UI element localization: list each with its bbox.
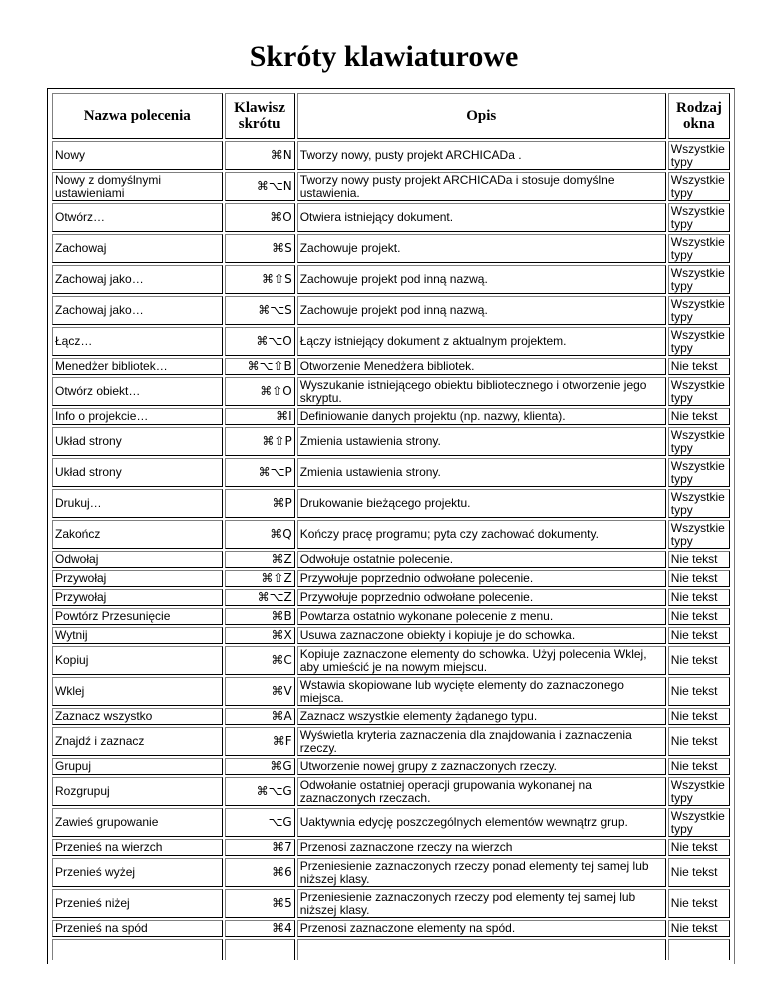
- table-row: [52, 708, 730, 725]
- shortcut-key-cell: ⌘⇧O: [225, 377, 295, 406]
- shortcut-key-cell: ⌘N: [225, 141, 295, 170]
- table-cell: [225, 939, 295, 960]
- table-row: [52, 327, 730, 356]
- table-row: [52, 608, 730, 625]
- description-cell: Zaznacz wszystkie elementy żądanego typu.: [297, 708, 666, 725]
- window-type-cell: Wszystkie typy: [668, 427, 730, 456]
- description-cell: Wyświetla kryteria zaznaczenia dla znajdowania i zaznaczenia rzeczy.: [297, 727, 666, 756]
- window-type-cell: Nie tekst: [668, 758, 730, 775]
- shortcut-key-cell: ⌘X: [225, 627, 295, 644]
- window-type-cell: Nie tekst: [668, 608, 730, 625]
- window-type-cell: Wszystkie typy: [668, 265, 730, 294]
- command-name-cell: Grupuj: [52, 758, 223, 775]
- description-cell: Łączy istniejący dokument z aktualnym projektem.: [297, 327, 666, 356]
- shortcut-key-cell: ⌘⌥⇧B: [225, 358, 295, 375]
- table-row-continuation: [52, 939, 730, 960]
- shortcut-key-cell: ⌘P: [225, 489, 295, 518]
- shortcut-key-cell: ⌘I: [225, 408, 295, 425]
- shortcut-key-cell: ⌘⇧P: [225, 427, 295, 456]
- description-cell: Otwiera istniejący dokument.: [297, 203, 666, 232]
- table-row: [52, 646, 730, 675]
- table-header-row: [52, 93, 730, 139]
- description-cell: Zachowuje projekt pod inną nazwą.: [297, 296, 666, 325]
- command-name-cell: Przenieś niżej: [52, 889, 223, 918]
- table-row: [52, 141, 730, 170]
- command-name-cell: Info o projekcie…: [52, 408, 223, 425]
- window-type-cell: Wszystkie typy: [668, 520, 730, 549]
- shortcut-key-cell: ⌘⌥G: [225, 777, 295, 806]
- table-row: [52, 427, 730, 456]
- shortcut-key-cell: ⌘Z: [225, 551, 295, 568]
- window-type-cell: Wszystkie typy: [668, 141, 730, 170]
- description-cell: Definiowanie danych projektu (np. nazwy, klienta).: [297, 408, 666, 425]
- shortcut-key-cell: ⌘⌥S: [225, 296, 295, 325]
- description-cell: Drukowanie bieżącego projektu.: [297, 489, 666, 518]
- table-row: [52, 627, 730, 644]
- table-row: [52, 234, 730, 263]
- window-type-cell: Nie tekst: [668, 708, 730, 725]
- window-type-cell: Nie tekst: [668, 589, 730, 606]
- shortcut-key-cell: ⌘A: [225, 708, 295, 725]
- window-type-cell: Nie tekst: [668, 889, 730, 918]
- description-cell: Powtarza ostatnio wykonane polecenie z menu.: [297, 608, 666, 625]
- shortcuts-table: [50, 91, 732, 962]
- description-cell: Odwołuje ostatnie polecenie.: [297, 551, 666, 568]
- window-type-cell: Wszystkie typy: [668, 489, 730, 518]
- command-name-cell: Przenieś na spód: [52, 920, 223, 937]
- table-row: [52, 589, 730, 606]
- command-name-cell: Odwołaj: [52, 551, 223, 568]
- description-cell: Zmienia ustawienia strony.: [297, 427, 666, 456]
- shortcut-key-cell: ⌘⇧S: [225, 265, 295, 294]
- window-type-cell: Wszystkie typy: [668, 296, 730, 325]
- table-row: [52, 265, 730, 294]
- shortcut-key-cell: ⌘⌥O: [225, 327, 295, 356]
- shortcuts-table-frame: [47, 88, 735, 964]
- header-description: Opis: [297, 93, 666, 139]
- table-row: [52, 677, 730, 706]
- table-row: [52, 758, 730, 775]
- table-row: [52, 172, 730, 201]
- table-cell: [52, 939, 223, 960]
- command-name-cell: Zaznacz wszystko: [52, 708, 223, 725]
- shortcut-key-cell: ⌘6: [225, 858, 295, 887]
- shortcut-key-cell: ⌘O: [225, 203, 295, 232]
- command-name-cell: Układ strony: [52, 427, 223, 456]
- table-body: [52, 141, 730, 937]
- table-cell: [297, 939, 666, 960]
- shortcut-key-cell: ⌘7: [225, 839, 295, 856]
- table-row: [52, 920, 730, 937]
- description-cell: Usuwa zaznaczone obiekty i kopiuje je do schowka.: [297, 627, 666, 644]
- table-row: [52, 889, 730, 918]
- table-row: [52, 808, 730, 837]
- window-type-cell: Wszystkie typy: [668, 203, 730, 232]
- command-name-cell: Otwórz obiekt…: [52, 377, 223, 406]
- description-cell: Kończy pracę programu; pyta czy zachować dokumenty.: [297, 520, 666, 549]
- shortcut-key-cell: ⌘⌥P: [225, 458, 295, 487]
- command-name-cell: Rozgrupuj: [52, 777, 223, 806]
- window-type-cell: Nie tekst: [668, 920, 730, 937]
- window-type-cell: Wszystkie typy: [668, 377, 730, 406]
- command-name-cell: Zakończ: [52, 520, 223, 549]
- window-type-cell: Nie tekst: [668, 727, 730, 756]
- description-cell: Kopiuje zaznaczone elementy do schowka. Użyj polecenia Wklej, aby umieścić je na nowym miejscu.: [297, 646, 666, 675]
- command-name-cell: Zachowaj jako…: [52, 265, 223, 294]
- window-type-cell: Nie tekst: [668, 358, 730, 375]
- shortcut-key-cell: ⌥G: [225, 808, 295, 837]
- table-cell: [668, 939, 730, 960]
- table-row: [52, 296, 730, 325]
- command-name-cell: Nowy z domyślnymi ustawieniami: [52, 172, 223, 201]
- shortcut-key-cell: ⌘B: [225, 608, 295, 625]
- table-row: [52, 727, 730, 756]
- description-cell: Przywołuje poprzednio odwołane polecenie.: [297, 570, 666, 587]
- description-cell: Utworzenie nowej grupy z zaznaczonych rzeczy.: [297, 758, 666, 775]
- command-name-cell: Kopiuj: [52, 646, 223, 675]
- description-cell: Zachowuje projekt pod inną nazwą.: [297, 265, 666, 294]
- window-type-cell: Wszystkie typy: [668, 327, 730, 356]
- table-row: [52, 358, 730, 375]
- command-name-cell: Zachowaj: [52, 234, 223, 263]
- page-title: Skróty klawiaturowe: [249, 40, 519, 73]
- description-cell: Wyszukanie istniejącego obiektu bibliotecznego i otworzenie jego skryptu.: [297, 377, 666, 406]
- shortcut-key-cell: ⌘⌥Z: [225, 589, 295, 606]
- command-name-cell: Przenieś na wierzch: [52, 839, 223, 856]
- header-command-name: Nazwa polecenia: [52, 93, 223, 139]
- window-type-cell: Nie tekst: [668, 570, 730, 587]
- table-row: [52, 489, 730, 518]
- table-row: [52, 570, 730, 587]
- window-type-cell: Nie tekst: [668, 646, 730, 675]
- table-row: [52, 839, 730, 856]
- table-row: [52, 777, 730, 806]
- command-name-cell: Menedżer bibliotek…: [52, 358, 223, 375]
- table-row: [52, 377, 730, 406]
- table-row: [52, 858, 730, 887]
- table-row: [52, 551, 730, 568]
- shortcut-key-cell: ⌘4: [225, 920, 295, 937]
- description-cell: Przywołuje poprzednio odwołane polecenie.: [297, 589, 666, 606]
- shortcut-key-cell: ⌘G: [225, 758, 295, 775]
- table-row: [52, 203, 730, 232]
- shortcut-key-cell: ⌘C: [225, 646, 295, 675]
- shortcut-key-cell: ⌘⇧Z: [225, 570, 295, 587]
- description-cell: Przenosi zaznaczone rzeczy na wierzch: [297, 839, 666, 856]
- command-name-cell: Znajdź i zaznacz: [52, 727, 223, 756]
- command-name-cell: Przywołaj: [52, 570, 223, 587]
- command-name-cell: Zachowaj jako…: [52, 296, 223, 325]
- command-name-cell: Otwórz…: [52, 203, 223, 232]
- command-name-cell: Drukuj…: [52, 489, 223, 518]
- window-type-cell: Nie tekst: [668, 839, 730, 856]
- description-cell: Przeniesienie zaznaczonych rzeczy ponad elementy tej samej lub niższej klasy.: [297, 858, 666, 887]
- description-cell: Tworzy nowy pusty projekt ARCHICADa i stosuje domyślne ustawienia.: [297, 172, 666, 201]
- shortcut-key-cell: ⌘V: [225, 677, 295, 706]
- description-cell: Otworzenie Menedżera bibliotek.: [297, 358, 666, 375]
- shortcut-key-cell: ⌘5: [225, 889, 295, 918]
- command-name-cell: Układ strony: [52, 458, 223, 487]
- description-cell: Przeniesienie zaznaczonych rzeczy pod elementy tej samej lub niższej klasy.: [297, 889, 666, 918]
- shortcut-key-cell: ⌘F: [225, 727, 295, 756]
- window-type-cell: Nie tekst: [668, 551, 730, 568]
- description-cell: Tworzy nowy, pusty projekt ARCHICADa .: [297, 141, 666, 170]
- description-cell: Odwołanie ostatniej operacji grupowania wykonanej na zaznaczonych rzeczach.: [297, 777, 666, 806]
- command-name-cell: Zawieś grupowanie: [52, 808, 223, 837]
- description-cell: Uaktywnia edycję poszczególnych elementów wewnątrz grup.: [297, 808, 666, 837]
- window-type-cell: Wszystkie typy: [668, 458, 730, 487]
- window-type-cell: Wszystkie typy: [668, 172, 730, 201]
- table-row: [52, 520, 730, 549]
- command-name-cell: Powtórz Przesunięcie: [52, 608, 223, 625]
- command-name-cell: Wklej: [52, 677, 223, 706]
- window-type-cell: Wszystkie typy: [668, 234, 730, 263]
- description-cell: Zachowuje projekt.: [297, 234, 666, 263]
- shortcut-key-cell: ⌘Q: [225, 520, 295, 549]
- window-type-cell: Nie tekst: [668, 627, 730, 644]
- table-row: [52, 458, 730, 487]
- description-cell: Przenosi zaznaczone elementy na spód.: [297, 920, 666, 937]
- window-type-cell: Wszystkie typy: [668, 808, 730, 837]
- window-type-cell: Nie tekst: [668, 677, 730, 706]
- header-shortcut-key: Klawisz skrótu: [225, 93, 295, 139]
- description-cell: Wstawia skopiowane lub wycięte elementy do zaznaczonego miejsca.: [297, 677, 666, 706]
- description-cell: Zmienia ustawienia strony.: [297, 458, 666, 487]
- window-type-cell: Wszystkie typy: [668, 777, 730, 806]
- window-type-cell: Nie tekst: [668, 858, 730, 887]
- window-type-cell: Nie tekst: [668, 408, 730, 425]
- shortcut-key-cell: ⌘S: [225, 234, 295, 263]
- table-row: [52, 408, 730, 425]
- command-name-cell: Przenieś wyżej: [52, 858, 223, 887]
- command-name-cell: Wytnij: [52, 627, 223, 644]
- command-name-cell: Przywołaj: [52, 589, 223, 606]
- command-name-cell: Nowy: [52, 141, 223, 170]
- command-name-cell: Łącz…: [52, 327, 223, 356]
- header-window-type: Rodzaj okna: [668, 93, 730, 139]
- shortcut-key-cell: ⌘⌥N: [225, 172, 295, 201]
